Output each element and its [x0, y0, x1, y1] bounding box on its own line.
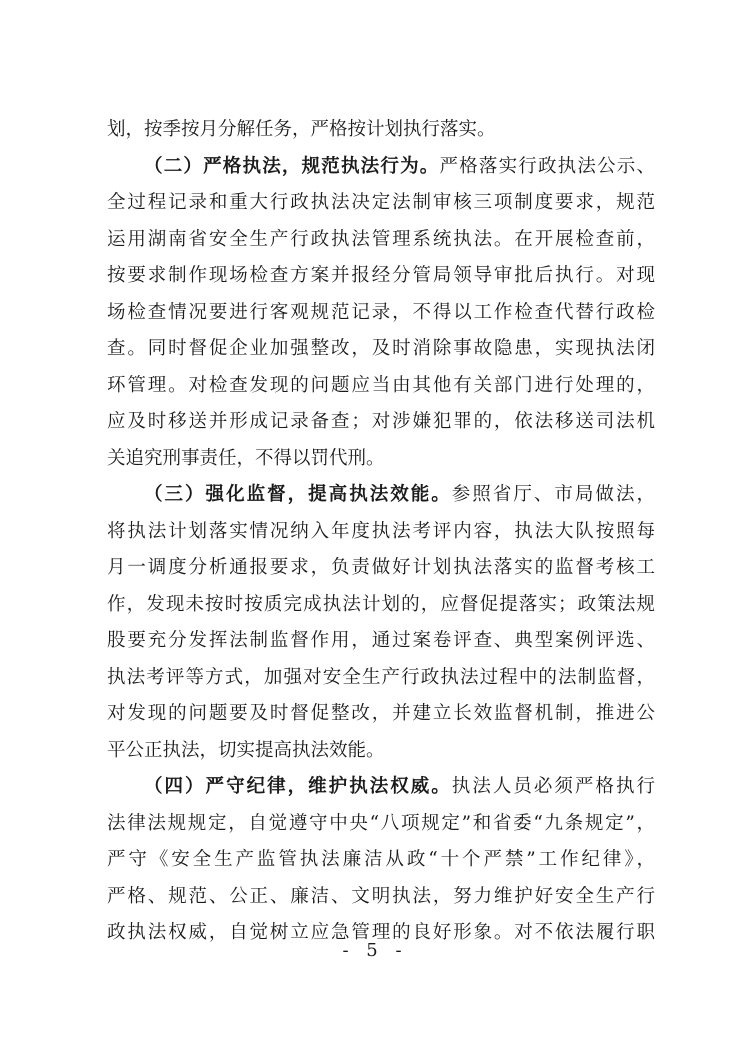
text-line: 对发现的问题要及时督促整改，并建立长效监督机制，推进公	[107, 703, 655, 724]
text-line: 将执法计划落实情况纳入年度执法考评内容，执法大队按照每	[107, 520, 655, 542]
text-line: 股要充分发挥法制监督作用，通过案卷评查、典型案例评选、	[107, 630, 655, 651]
text-span: 严格落实行政执法公示、	[439, 155, 655, 177]
section-heading: （四）严守纪律，维护执法权威。	[144, 776, 452, 797]
text-line: 环管理。对检查发现的问题应当由其他有关部门进行处理的，	[107, 374, 655, 396]
section-heading-line	[107, 769, 655, 806]
text-line: 法律法规规定，自觉遵守中央“八项规定”和省委“九条规定”，	[107, 812, 655, 834]
text-line: 场检查情况要进行客观规范记录，不得以工作检查代替行政检	[107, 301, 655, 323]
text-span: 执法人员必须严格执行	[451, 776, 655, 797]
text-line: 运用湖南省安全生产行政执法管理系统执法。在开展检查前，	[107, 228, 655, 250]
text-line: 全过程记录和重大行政执法决定法制审核三项制度要求，规范	[107, 192, 655, 213]
body-text	[107, 112, 655, 952]
text-span: 参照省厅、市局做法，	[451, 484, 655, 505]
section-heading-line	[107, 149, 655, 186]
text-line: 划，按季按月分解任务，严格按计划执行落实。	[107, 119, 496, 140]
text-line: 严格、规范、公正、廉洁、文明执法，努力维护好安全生产行	[107, 885, 655, 907]
page-number: - 5 -	[342, 940, 408, 961]
text-line: 关追究刑事责任，不得以罚代刑。	[107, 447, 385, 469]
section-heading: （三）强化监督，提高执法效能。	[144, 484, 452, 505]
text-line: 查。同时督促企业加强整改，及时消除事故隐患，实现执法闭	[107, 338, 655, 359]
text-line: 政执法权威，自觉树立应急管理的良好形象。对不依法履行职	[107, 922, 655, 943]
section-heading: （二）严格执法，规范执法行为。	[144, 155, 440, 177]
text-line: 月一调度分析通报要求，负责做好计划执法落实的监督考核工	[107, 557, 655, 578]
section-heading-line	[107, 477, 655, 514]
text-line: 严守《安全生产监管执法廉洁从政“十个严禁”工作纪律》，	[107, 849, 655, 870]
text-line: 执法考评等方式，加强对安全生产行政执法过程中的法制监督，	[107, 666, 655, 688]
text-line: 作，发现未按时按质完成执法计划的，应督促提落实；政策法规	[107, 593, 655, 615]
text-line: 平公正执法，切实提高执法效能。	[107, 739, 385, 761]
text-line: 按要求制作现场检查方案并报经分管局领导审批后执行。对现	[107, 265, 655, 286]
text-line: 应及时移送并形成记录备查；对涉嫌犯罪的，依法移送司法机	[107, 411, 655, 432]
